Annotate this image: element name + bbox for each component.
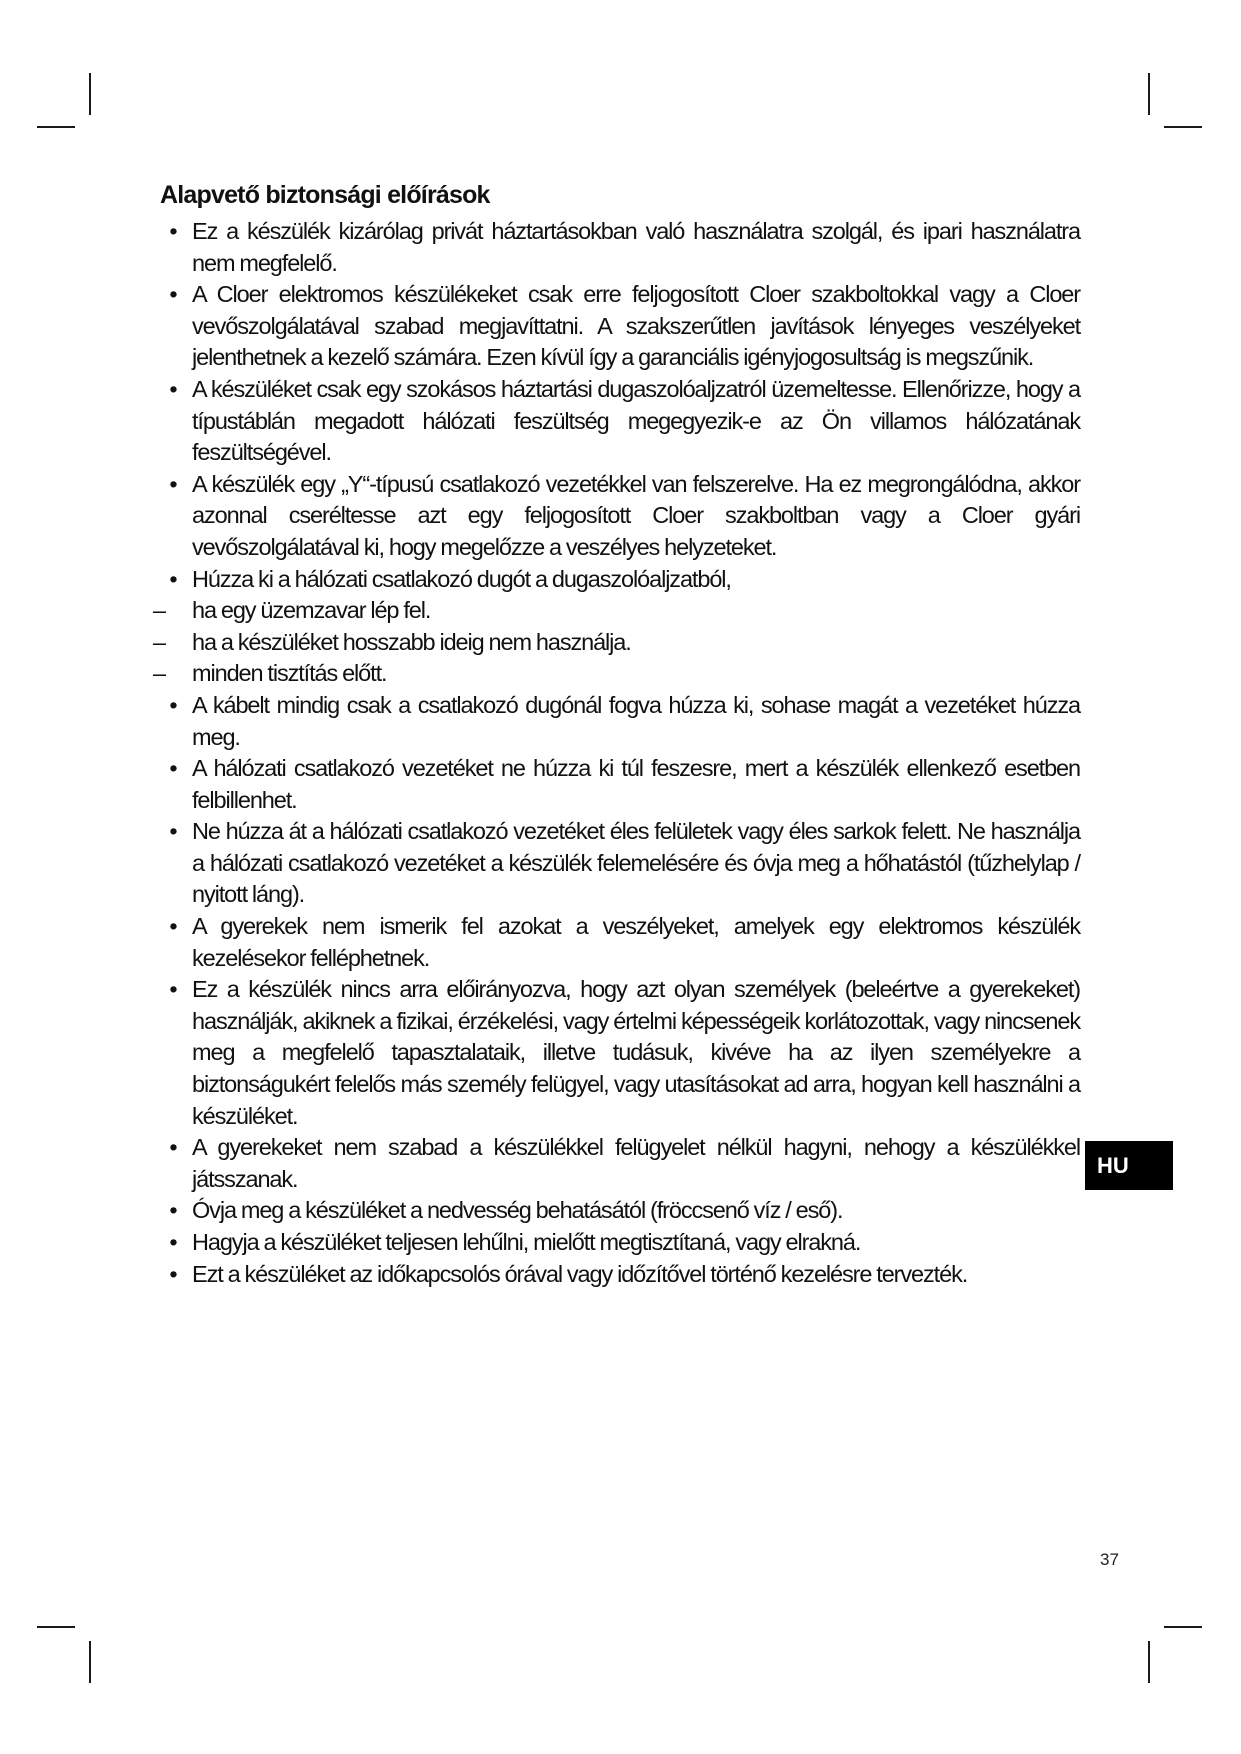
crop-mark-top-left-vertical bbox=[89, 73, 91, 115]
list-item-text: A készülék egy „Y“-típusú csatlakozó vezetékkel van felszerelve. Ha ez megrongálódna, akkor azonnal cseréltesse azt egy feljogosított Cloer szakboltban vagy a Cloer gyári vevőszolgálatával ki, hogy megelőzze a veszélyes helyzeteket. bbox=[192, 470, 1080, 560]
list-item-text: A gyerekeket nem szabad a készülékkel felügyelet nélkül hagyni, nehogy a készülékkel játsszanak. bbox=[192, 1134, 1080, 1192]
bullet-marker: • bbox=[169, 1260, 177, 1287]
list-item bbox=[160, 753, 1080, 816]
sub-list-item-text: ha a készüléket hosszabb ideig nem használja. bbox=[192, 628, 631, 655]
bullet-marker: • bbox=[169, 818, 177, 845]
safety-instructions-section bbox=[153, 180, 1080, 1290]
crop-mark-top-left-horizontal bbox=[37, 126, 75, 128]
crop-mark-bottom-left-vertical bbox=[89, 1641, 91, 1683]
bullet-marker: • bbox=[169, 691, 177, 718]
bullet-marker: • bbox=[169, 1229, 177, 1255]
bullet-marker: • bbox=[169, 755, 177, 782]
list-item bbox=[160, 974, 1080, 1132]
list-item-text: A készüléket csak egy szokásos háztartási dugaszolóaljzatról üzemeltesse. Ellenőrizze, hogy a típustáblán megadott hálózati feszültség megegyezik-e az Ön villamos hálózatának feszültségével. bbox=[192, 375, 1080, 466]
sub-list-item bbox=[153, 627, 1080, 659]
bullet-marker: • bbox=[169, 281, 177, 308]
list-item bbox=[160, 1132, 1080, 1195]
list-item bbox=[160, 564, 1080, 596]
sub-list-item bbox=[153, 658, 1080, 690]
language-tab: HU bbox=[1085, 1141, 1173, 1190]
list-item-text: Hagyja a készüléket teljesen lehűlni, mielőtt megtisztítaná, vagy elrakná. bbox=[192, 1229, 861, 1255]
list-item-text: Ez a készülék nincs arra előirányozva, hogy azt olyan személyek (beleértve a gyerekeket) használják, akiknek a fizikai, érzékelési, vagy értelmi képességeik korlátozottak, vagy nincsenek meg a megfelelő tapasztalataik, illetve tudásuk, kivéve ha az ilyen személyekre a biztonságukért felelős más személy felügyel, vagy utasításokat ad arra, hogyan kell használni a készüléket. bbox=[192, 976, 1080, 1129]
crop-mark-bottom-left-horizontal bbox=[37, 1626, 75, 1628]
bullet-marker: • bbox=[169, 470, 177, 497]
list-item bbox=[160, 690, 1080, 753]
sub-list-item-text: ha egy üzemzavar lép fel. bbox=[192, 597, 431, 624]
bullet-marker: • bbox=[169, 375, 177, 402]
list-item-text: Óvja meg a készüléket a nedvesség behatásától (fröccsenő víz / eső). bbox=[192, 1197, 843, 1224]
crop-mark-top-right-horizontal bbox=[1164, 126, 1202, 128]
dash-marker: – bbox=[153, 628, 165, 655]
list-item-text: A kábelt mindig csak a csatlakozó dugónál fogva húzza ki, sohase magát a vezetéket húzza meg. bbox=[192, 691, 1080, 750]
bullet-marker: • bbox=[169, 913, 177, 940]
page-number: 37 bbox=[1100, 1550, 1119, 1569]
bullet-marker: • bbox=[169, 976, 177, 1003]
sub-list-item bbox=[153, 595, 1080, 627]
bullet-marker: • bbox=[169, 1134, 177, 1161]
bullet-marker: • bbox=[169, 565, 177, 592]
crop-mark-bottom-right-vertical bbox=[1148, 1641, 1150, 1683]
list-item-text: A gyerekek nem ismerik fel azokat a veszélyeket, amelyek egy elektromos készülék kezelésekor felléphetnek. bbox=[192, 913, 1080, 971]
bullet-marker: • bbox=[169, 218, 177, 244]
list-item-text: Húzza ki a hálózati csatlakozó dugót a dugaszolóaljzatból, bbox=[192, 565, 731, 592]
crop-mark-top-right-vertical bbox=[1148, 73, 1150, 115]
sub-list-item-text: minden tisztítás előtt. bbox=[192, 660, 387, 687]
list-item-text: Ezt a készüléket az időkapcsolós órával vagy időzítővel történő kezelésre tervezték. bbox=[192, 1260, 968, 1287]
list-item bbox=[160, 1259, 1080, 1291]
list-item-text: A Cloer elektromos készülékeket csak erre feljogosított Cloer szakboltokkal vagy a Cloer vevőszolgálatával szabad megjavíttatni. A szakszerűtlen javítások lényeges veszélyeket jelenthetnek a kezelő számára. Ezen kívül így a garanciális igényjogosultság is megszűnik. bbox=[192, 281, 1080, 371]
list-item-text: Ne húzza át a hálózati csatlakozó vezetéket éles felületek vagy éles sarkok felett. Ne használja a hálózati csatlakozó vezetéket a készülék felemelésére és óvja meg a hőhatástól (tűzhelylap / nyitott láng). bbox=[192, 818, 1080, 908]
list-item-text: Ez a készülék kizárólag privát háztartásokban való használatra szolgál, és ipari használatra nem megfelelő. bbox=[192, 218, 1080, 276]
list-item bbox=[160, 1195, 1080, 1227]
list-item bbox=[160, 279, 1080, 374]
list-item bbox=[160, 816, 1080, 911]
list-item bbox=[160, 469, 1080, 564]
list-item bbox=[160, 1227, 1080, 1259]
section-heading: Alapvető biztonsági előírások bbox=[160, 181, 490, 209]
dash-marker: – bbox=[153, 597, 165, 624]
list-item-text: A hálózati csatlakozó vezetéket ne húzza ki túl feszesre, mert a készülék ellenkező esetben felbillenhet. bbox=[192, 755, 1080, 813]
list-item bbox=[160, 374, 1080, 469]
crop-mark-bottom-right-horizontal bbox=[1164, 1626, 1202, 1628]
bullet-marker: • bbox=[169, 1197, 177, 1224]
list-item bbox=[160, 216, 1080, 279]
list-item bbox=[160, 911, 1080, 974]
safety-instructions-list bbox=[153, 216, 1080, 1290]
dash-marker: – bbox=[153, 660, 165, 687]
